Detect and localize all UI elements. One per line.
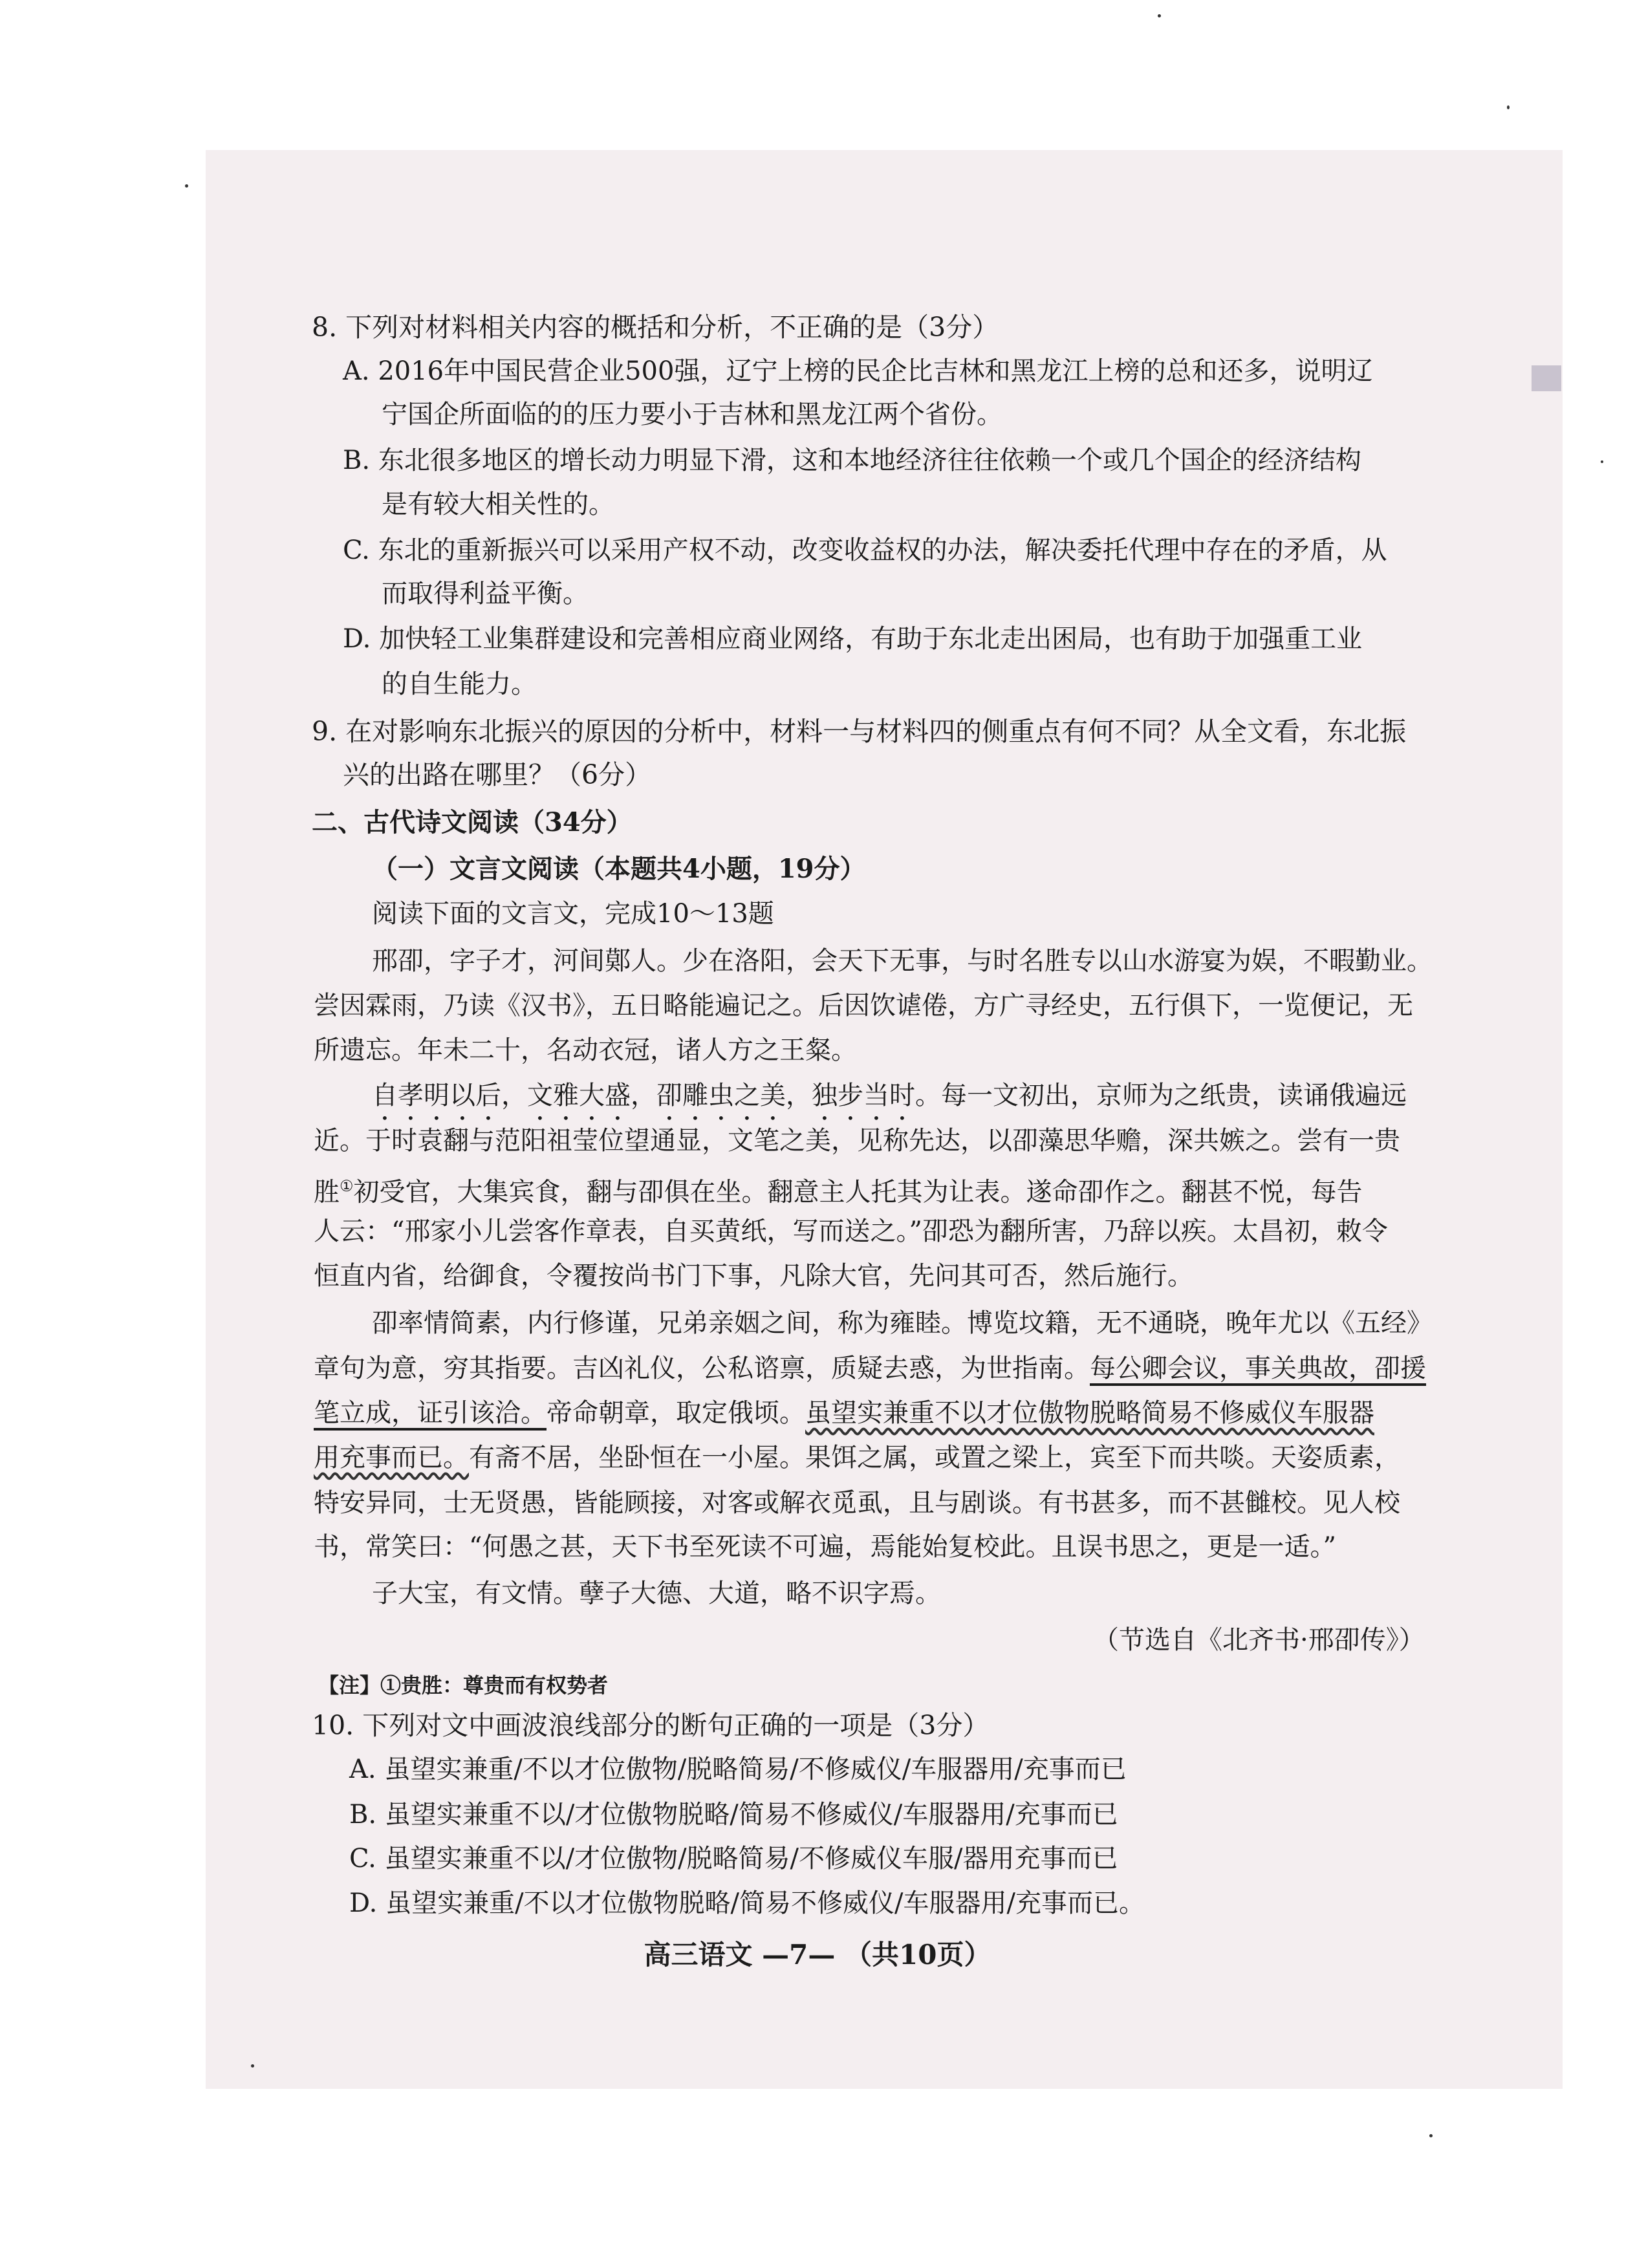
q8-option-c-line1: C. 东北的重新振兴可以采用产权不动，改变收益权的办法，解决委托代理中存在的矛盾，从 bbox=[343, 535, 1387, 565]
scan-speck bbox=[1158, 14, 1161, 17]
q8-option-a-line1: A. 2016年中国民营企业500强，辽宁上榜的民企比吉林和黑龙江上榜的总和还多，说明辽 bbox=[343, 356, 1373, 386]
wavy-underlined-sentence: 用充事而已。 bbox=[314, 1443, 469, 1473]
passage-p3-line6: 书，常笑曰：“何愚之甚，天下书至死读不可遍，焉能始复校此。且误书思之，更是一适。” bbox=[314, 1532, 1336, 1562]
section-title: 二、古代诗文阅读（34分） bbox=[312, 807, 633, 837]
q10-stem: 10. 下列对文中画波浪线部分的断句正确的一项是（3分） bbox=[312, 1710, 990, 1741]
passage-p1-line1: 邢卲，字子才，河间鄚人。少在洛阳，会天下无事，与时名胜专以山水游宴为娱，不暇勤业。 bbox=[372, 946, 1433, 976]
passage-text: 有斋不居，坐卧恒在一小屋。果饵之属，或置之梁上，宾至下而共啖。天姿质素， bbox=[469, 1443, 1400, 1473]
passage-p2-line2: 近。于时袁翻与范阳祖莹位望通显，文笔之美，见称先达，以卲藻思华赡，深共嫉之。尝有一贵 bbox=[314, 1126, 1400, 1156]
passage-p3-line1: 卲率情简素，内行修谨，兄弟亲姻之间，称为雍睦。博览坟籍，无不通晓，晚年尤以《五经》 bbox=[372, 1308, 1433, 1338]
q10-option-c: C. 虽望实兼重不以/才位傲物/脱略简易/不修威仪车服/器用充事而已 bbox=[349, 1844, 1118, 1874]
q10-option-b: B. 虽望实兼重不以/才位傲物脱略/简易不修威仪/车服器用/充事而已 bbox=[349, 1800, 1118, 1830]
scan-speck bbox=[1429, 2134, 1433, 2137]
passage-text: 每一文初出，京师为之纸贵，读诵俄遍远 bbox=[941, 1081, 1407, 1110]
passage-p2-line1 bbox=[372, 1077, 1407, 1126]
passage-p3-line3 bbox=[314, 1395, 1452, 1431]
passage-p3-line4 bbox=[314, 1440, 1452, 1476]
footnote-marker: ① bbox=[340, 1177, 354, 1195]
passage-p2-line3 bbox=[314, 1168, 1452, 1210]
passage-p2-line4: 人云：“邢家小儿尝客作章表，自买黄纸，写而送之。”卲恐为翻所害，乃辞以疾。太昌初，敕令 bbox=[314, 1216, 1388, 1246]
passage-source: （节选自《北齐书·邢卲传》） bbox=[1093, 1625, 1425, 1655]
q9-line2: 兴的出路在哪里？（6分） bbox=[343, 759, 652, 790]
q8-option-a-line2: 宁国企所面临的的压力要小于吉林和黑龙江两个省份。 bbox=[382, 400, 1002, 429]
footnote: 【注】①贵胜：尊贵而有权势者 bbox=[318, 1673, 609, 1698]
passage-text: 初受官，大集宾食，翻与卲俱在坐。翻意主人托其为让表。遂命卲作之。翻甚不悦，每告 bbox=[353, 1177, 1363, 1207]
q8-stem: 8. 下列对材料相关内容的概括和分析，不正确的是（3分） bbox=[312, 312, 999, 343]
q10-option-a: A. 虽望实兼重/不以才位傲物/脱略简易/不修威仪/车服器用/充事而已 bbox=[349, 1755, 1127, 1784]
q10-option-d: D. 虽望实兼重/不以才位傲物脱略/简易不修威仪/车服器用/充事而已。 bbox=[349, 1888, 1145, 1918]
wavy-underlined-sentence: 虽望实兼重不以才位傲物脱略简易不修威仪车服器 bbox=[805, 1398, 1374, 1428]
q8-option-d-line1: D. 加快轻工业集群建设和完善相应商业网络，有助于东北走出困局，也有助于加强重工业 bbox=[343, 624, 1363, 654]
underlined-sentence: 每公卿会议，事关典故，卲援 bbox=[1090, 1354, 1426, 1383]
q8-option-b-line1: B. 东北很多地区的增长动力明显下滑，这和本地经济往往依赖一个或几个国企的经济结构 bbox=[343, 446, 1361, 475]
passage-p4: 子大宝，有文情。孽子大德、大道，略不识字焉。 bbox=[372, 1579, 941, 1608]
scan-speck bbox=[251, 2064, 254, 2068]
passage-p3-line5: 特安异同，士无贤愚，皆能顾接，对客或解衣觅虱，且与剧谈。有书甚多，而不甚雠校。见人校 bbox=[314, 1488, 1400, 1518]
scan-speck bbox=[1601, 460, 1603, 463]
passage-text: 胜 bbox=[314, 1177, 340, 1207]
passage-p1-line3: 所遗忘。年未二十，名动衣冠，诸人方之王粲。 bbox=[314, 1035, 857, 1065]
underlined-sentence: 笔立成，证引该洽。 bbox=[314, 1398, 547, 1428]
passage-text: 章句为意，穷其指要。吉凶礼仪，公私谘禀，质疑去惑，为世指南。 bbox=[314, 1354, 1090, 1383]
passage-p2-line5: 恒直内省，给御食，令覆按尚书门下事，凡除大官，先问其可否，然后施行。 bbox=[314, 1261, 1193, 1291]
q8-option-b-line2: 是有较大相关性的。 bbox=[382, 490, 614, 519]
passage-p3-line2 bbox=[314, 1350, 1452, 1387]
reading-instruction: 阅读下面的文言文，完成10～13题 bbox=[372, 899, 774, 929]
binding-mark bbox=[1532, 365, 1561, 391]
subsection-title: （一）文言文阅读（本题共4小题，19分） bbox=[372, 854, 866, 884]
page-footer: 高三语文 —7— （共10页） bbox=[644, 1939, 991, 1971]
passage-text: 帝命朝章，取定俄顷。 bbox=[547, 1398, 805, 1428]
scan-speck bbox=[185, 184, 188, 188]
q8-option-d-line2: 的自生能力。 bbox=[382, 669, 537, 699]
passage-p1-line2: 尝因霖雨，乃读《汉书》，五日略能遍记之。后因饮谑倦，方广寻经史，五行俱下，一览便记，无 bbox=[314, 991, 1413, 1021]
q9-line1: 9. 在对影响东北振兴的原因的分析中，材料一与材料四的侧重点有何不同？从全文看，东北振 bbox=[312, 716, 1407, 747]
scan-speck bbox=[1507, 105, 1510, 109]
q8-option-c-line2: 而取得利益平衡。 bbox=[382, 579, 589, 609]
emphasized-sentence: 自孝明以后，文雅大盛，卲雕虫之美，独步当时。 bbox=[372, 1081, 941, 1110]
